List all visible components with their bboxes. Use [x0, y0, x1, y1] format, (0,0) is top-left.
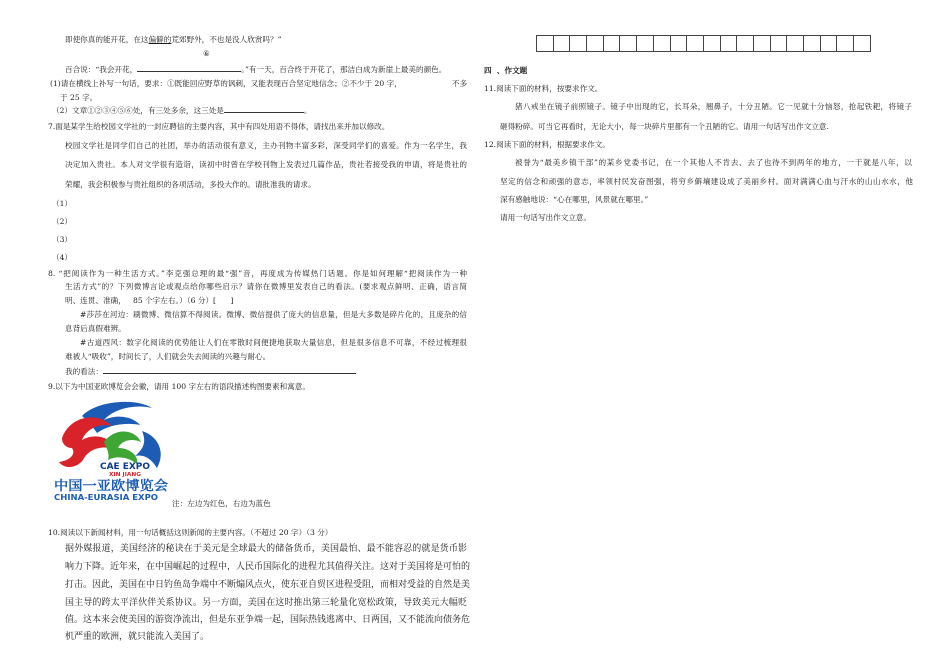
- news-line: 国主导的跨太平洋伙伴关系协议。另一方面，美国在这时推出第三轮量化宽松政策，导致美元大幅贬: [65, 598, 467, 608]
- passage-text: 百合说：“我会开花，: [65, 65, 138, 74]
- answer-label: （3）: [52, 235, 73, 244]
- material-line: 猪八戒坐在镜子前照镜子。镜子中出现的它，长耳朵，翘鼻子，十分丑陋。它一见就十分恼怒，抢起铁耙，将镜子: [515, 102, 912, 111]
- material-line: 被誉为“最美乡镇干部”的某乡党委书记，在一个其他人不肯去、去了也待不到两年的地方，一干就是八年，以: [515, 158, 912, 167]
- sub-question-1: (1)请在横线上补写一句话，要求：①既能回应野草的讽刺，又能表现百合坚定地信念；②不少于 20 字，: [50, 79, 402, 88]
- answer-grid-cell: [570, 35, 587, 52]
- news-line: 值。这本来会使美国的游资净流出，但是东亚争端一起，国际热钱逃离中、日两国，又不能流向债务危: [65, 615, 471, 625]
- my-view-line: [65, 367, 356, 377]
- answer-grid-cell: [620, 35, 637, 52]
- material-line: 砸得粉碎。可当它再看时，无论大小，每一块碎片里都有一个丑陋的它。请用一句话写出作文立意.: [500, 122, 829, 131]
- answer-grid-cell: [671, 35, 688, 52]
- news-line: 机严重的欧洲，就只能流入美国了。: [65, 632, 210, 642]
- fill-blank: [103, 367, 356, 374]
- answer-label: （1）: [52, 199, 73, 208]
- fill-blank: [137, 65, 241, 72]
- logo-subtitle-en: XIN JIANG: [109, 472, 141, 478]
- letter-line: 校园文学社是同学们自己的社团，举办的活动很有意义，主办刊物丰富多彩，深受同学们的喜爱。作为一名学生，我: [65, 141, 467, 150]
- letter-line: 荣耀，我会积极参与贵社组织的各项活动，多投大作的。请批准我的请求。: [65, 180, 316, 189]
- logo-green-swirl: [104, 432, 141, 465]
- answer-grid-cell: [737, 35, 754, 52]
- answer-grid-cell: [787, 35, 804, 52]
- question-9-stem: 9.以下为中国亚欧博览会会徽，请用 100 字左右的语段描述构图要素和寓意。: [48, 382, 310, 391]
- news-line: 据外媒报道，美国经济的秘诀在于美元是全球最大的储备货币，美国最怕、最不能容忍的就是货币影: [65, 544, 467, 554]
- material-line: 坚定的信念和顽强的意志，率领村民发奋图强，将穷乡僻壤建设成了美丽乡村。面对满满心血与汗水的山山水水，他: [500, 177, 913, 186]
- answer-label: （4）: [52, 253, 73, 262]
- logo-title-en: CAE EXPO: [100, 462, 151, 472]
- answer-grid-cell: [537, 35, 554, 52]
- question-11-stem: 11.阅读下面的材料，按要求作文。: [484, 84, 603, 93]
- news-line: 响力下降。近年来，在中国崛起的过程中，人民币国际化的进程尤其值得关注。这对于美国将是可怕的: [65, 562, 471, 572]
- material-line: 深有感触地说：“心在哪里，风景就在哪里。”: [500, 195, 649, 204]
- answer-grid: [536, 35, 871, 52]
- answer-grid-cell: [804, 35, 821, 52]
- answer-grid-cell: [837, 35, 854, 52]
- logo-note: 注：左边为红色，右边为蓝色: [172, 499, 271, 508]
- question-12-requirement: 请用一句话写出作文立意。: [500, 213, 592, 222]
- sub-question-2-text: （2）文章①②③④⑤⑥处，有三处多余，这三处是: [52, 106, 224, 115]
- question-8-stem: 生活方式”的？下列微博言论或观点给你哪些启示？请你在微博里发表自己的看法。(要求观点鲜明、正确，语言简: [65, 282, 467, 291]
- answer-grid-cell: [704, 35, 721, 52]
- weibo-comment: #古道西风：数字化阅读的优势能让人们在零散时间便捷地获取大量信息，但是很多信息不可靠，不经过梳理很: [80, 338, 467, 347]
- answer-grid-cell: [754, 35, 771, 52]
- passage-line: [65, 35, 282, 45]
- answer-grid-cell: [821, 35, 838, 52]
- passage-text: 。”有一天，百合终于开花了，那洁白成为新崖上最美的颜色。: [241, 65, 447, 74]
- answer-grid-cell: [637, 35, 654, 52]
- passage-text: 即使你真的能开花，在这: [65, 35, 149, 44]
- underlined-phrase: 偏僻的: [148, 35, 172, 44]
- circled-marker: ⑥: [203, 49, 210, 58]
- fill-blank: [224, 106, 304, 113]
- question-10-stem: 10.阅读以下新闻材料，用一句话概括这则新闻的主要内容。（不超过 20 字）（3 分）: [48, 528, 333, 537]
- question-8-stem: 8. “把阅读作为一种生活方式。”李克强总理的最“强”音，再度成为传媒热门话题。你是如何理解“把阅读作为一种: [48, 269, 467, 278]
- sub-question-1-tail: 不多: [452, 79, 468, 88]
- letter-line: 决定加入贵社。本人对文学很有造诣，读初中时曾在学校刊物上发表过几篇作品，贵社若接受我的申请，将是贵社的: [65, 160, 467, 169]
- weibo-comment: #莎莎在河边：刷微博、微信算不得阅读。微博、微信提供了庞大的信息量，但是大多数是碎片化的，且庞杂的信: [80, 310, 467, 319]
- expo-logo: [52, 398, 174, 504]
- question-12-stem: 12.阅读下面的材料，根据要求作文。: [484, 140, 610, 149]
- news-line: 打击。因此，美国在中日钓鱼岛争端中不断煽风点火，使东亚自贸区进程受阻，而相对受益的自然是美: [65, 580, 471, 590]
- logo-name-en: CHINA-EURASIA EXPO: [54, 493, 159, 502]
- passage-line: [65, 65, 446, 75]
- answer-grid-cell: [771, 35, 788, 52]
- answer-grid-cell: [587, 35, 604, 52]
- answer-grid-cell: [554, 35, 571, 52]
- logo-name-cn: 中国一亚欧博览会: [54, 479, 159, 494]
- answer-grid-cell: [854, 35, 871, 52]
- answer-grid-cell: [654, 35, 671, 52]
- passage-text: 荒郊野外，不也是没人欣赏吗？”: [171, 35, 282, 44]
- answer-grid-cell: [687, 35, 704, 52]
- section-title: 四 、作文题: [484, 66, 528, 75]
- answer-grid-cell: [604, 35, 621, 52]
- answer-grid-cell: [721, 35, 738, 52]
- question-8-stem: 明、连贯、准确， 85 个字左右。）（6 分）[ ]: [65, 296, 234, 305]
- question-7-stem: 7.面是某学生给校园文学社的一封应聘信的主要内容，其中有四处用语不得体，请找出来并加以修改。: [48, 122, 390, 131]
- sub-question-2-end: 。: [303, 106, 312, 115]
- weibo-comment: 难被人“吸收”，时间长了，人们就会失去阅读的兴趣与耐心。: [65, 352, 271, 361]
- sub-question-2: [52, 106, 312, 116]
- weibo-comment: 息背后真假难辨。: [65, 324, 126, 333]
- answer-label: （2）: [52, 217, 73, 226]
- my-view-label: 我的看法：: [65, 367, 103, 376]
- sub-question-1-continuation: 于 25 字。: [60, 93, 98, 102]
